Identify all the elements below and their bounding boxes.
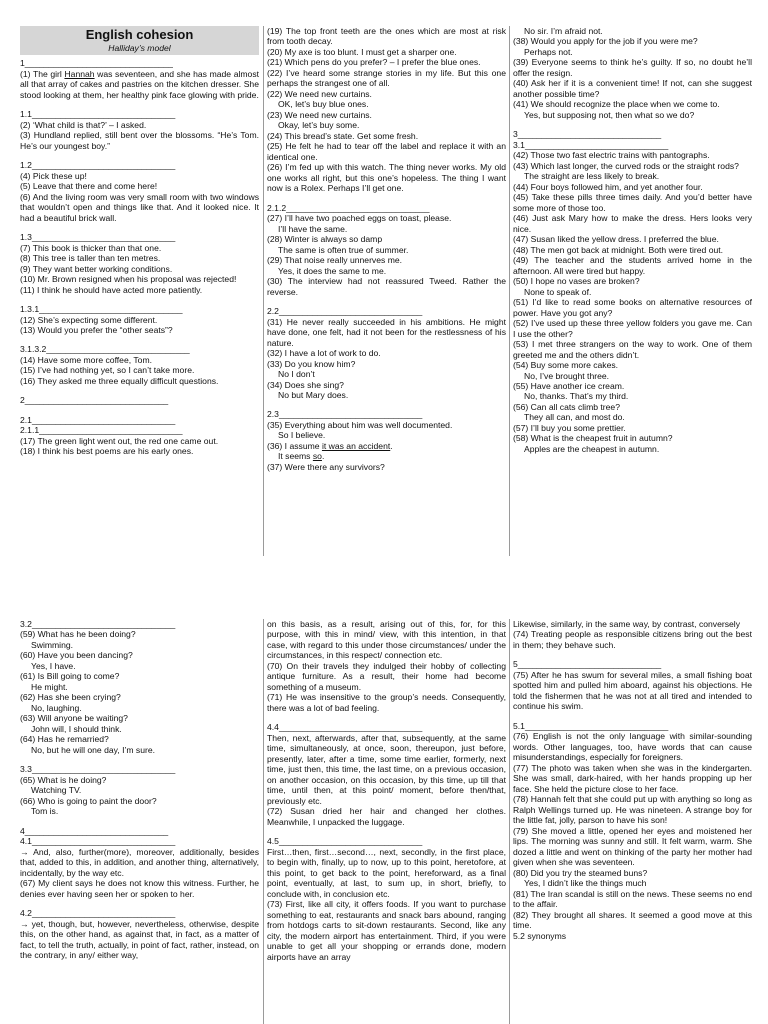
example-line: (71) He was insensitive to the group’s needs. Consequently, there was a lot of bad feeling.	[267, 692, 506, 713]
example-line: (54) Buy some more cakes.	[513, 360, 619, 371]
example-line: (25) He felt he had to tear off the label and replace it with an identical one.	[267, 141, 506, 162]
example-line: (22) I’ve heard some strange stories in my life. But this one perhaps the strangest one of all.	[267, 67, 506, 89]
page1-column-2	[267, 26, 506, 472]
section	[267, 722, 506, 827]
example-line: No but Mary does.	[278, 389, 349, 400]
column-divider	[509, 26, 510, 556]
section-heading: 3.3______________________________	[20, 764, 176, 775]
section	[20, 908, 259, 960]
example-line: (46) Just ask Mary how to make the dress. Hers looks very nice.	[513, 213, 752, 234]
example-line: (2) ‘What child is that?’ – I asked.	[20, 119, 147, 130]
example-line: No, but he will one day, I’m sure.	[31, 744, 156, 755]
section	[20, 764, 259, 816]
example-line: (33) Do you know him?	[267, 358, 356, 369]
example-line: Watching TV.	[31, 785, 82, 796]
example-line: Yes, I didn’t like the things much	[524, 878, 647, 889]
example-line: (28) Winter is always so damp	[267, 234, 383, 245]
title-box	[20, 26, 259, 55]
section-heading: 2.3______________________________	[267, 409, 423, 420]
example-line: (81) The Iran scandal is still on the news. These seems no end to the affair.	[513, 888, 752, 910]
example-line: (14) Have some more coffee, Tom.	[20, 354, 152, 365]
example-line: (64) Has he remarried?	[20, 734, 109, 745]
section	[267, 26, 506, 194]
example-line: (80) Did you try the steamed buns?	[513, 867, 648, 878]
section	[20, 58, 259, 100]
example-line: Apples are the cheapest in autumn.	[524, 443, 660, 454]
example-line: (76) English is not the only language with similar-sounding words. Other languages, too, have words that can cause misunderstandings, especially for foreigners.	[513, 731, 752, 763]
example-line: (48) The men got back at midnight. Both were tired out.	[513, 244, 724, 255]
column-divider	[263, 26, 264, 556]
example-line: The same is often true of summer.	[278, 244, 409, 255]
example-line: (1) The girl Hannah was seventeen, and she has made almost all that array of cakes and pastries on the kitchen dresser. She stood looking at them, her healthy pink face glowing with pride.	[20, 68, 260, 100]
example-line: (23) We need new curtains.	[267, 109, 372, 120]
example-line: Likewise, similarly, in the same way, by contrast, conversely	[513, 619, 741, 629]
example-line: None to speak of.	[524, 286, 592, 297]
section-heading: 4.1______________________________	[20, 836, 176, 847]
page-1	[20, 26, 752, 556]
page2-column-1	[20, 619, 259, 961]
example-line: (36) I assume it was an accident.	[267, 440, 393, 451]
page1-column-1	[20, 26, 259, 457]
section	[20, 344, 259, 386]
example-line: (74) Treating people as responsible citizens bring out the best in them; they behave such.	[513, 629, 752, 650]
example-line: (3) Hundland replied, still bent over the blossoms. “He’s Tom. He’s our youngest boy.”	[20, 130, 259, 151]
example-line: (31) He never really succeeded in his ambitions. He might have done, one felt, had it not been for the restlessness of his nature.	[267, 316, 506, 348]
example-line: (26) I’m fed up with this watch. The thing never works. My old one works all right, but this one’s hopeless. The thing I want now is a Rolex. Perhaps I’ll get one.	[267, 162, 506, 194]
example-line: Tom is.	[31, 806, 59, 817]
example-line: (6) And the living room was very small room with two windows that wouldn’t open and things like that. And it looked nice. It had a beautiful brick wall.	[20, 191, 259, 223]
example-line: (24) This bread’s state. Get some fresh.	[267, 130, 419, 141]
section-heading: 4.2______________________________	[20, 908, 176, 919]
page-2	[20, 619, 752, 1024]
section-heading: 5______________________________	[513, 659, 662, 670]
section	[20, 826, 259, 836]
example-line: (35) Everything about him was well documented.	[267, 419, 453, 430]
section	[20, 425, 259, 456]
example-line: (82) They brought all shares. It seemed a good move at this time.	[513, 909, 752, 931]
section	[20, 304, 259, 335]
example-line: (8) This tree is taller than ten metres.	[20, 253, 161, 264]
example-line: (42) Those two fast electric trains with pantographs.	[513, 150, 710, 161]
example-line: (60) Have you been dancing?	[20, 650, 133, 661]
example-line: No, I’ve brought three.	[524, 370, 610, 381]
section-heading: 3______________________________	[513, 129, 662, 140]
section	[513, 619, 752, 650]
example-line: Then, next, afterwards, after that, subsequently, at the same time, simultaneously, at once, soon, thereupon, just before, presently, later, after a time, some time earlier, formerly, next time, just then, this time, the last time, on a previous occasion, on another occasion, on this occasion, by this time, up till that time, until then, at this point/ moment, before then/that, previously etc.	[267, 732, 506, 806]
section-heading: 4______________________________	[20, 825, 169, 836]
example-line: (50) I hope no vases are broken?	[513, 276, 640, 287]
section-heading: 1_______________________________	[20, 58, 173, 69]
example-line: (57) I’ll buy you some prettier.	[513, 422, 626, 433]
document-subtitle: Halliday’s model	[108, 42, 171, 53]
example-line: (49) The teacher and the students arrived home in the afternoon. All were tired but happy.	[513, 255, 752, 276]
page1-column-1-body	[20, 58, 259, 457]
example-line: (65) What is he doing?	[20, 774, 107, 785]
page2-column-2	[267, 619, 506, 962]
section	[267, 836, 506, 962]
example-line: It seems so.	[278, 451, 325, 462]
example-line: (39) Everyone seems to think he’s guilty. If so, no doubt he’ll offer the resign.	[513, 57, 752, 78]
example-line: (41) We should recognize the place when we come to.	[513, 99, 720, 110]
example-line: (52) I’ve used up these three yellow folders you gave me. Can I use the other?	[513, 318, 752, 339]
section-heading: 1.2______________________________	[20, 160, 176, 171]
example-line: (63) Will anyone be waiting?	[20, 713, 128, 724]
example-line: (15) I’ve had nothing yet, so I can’t take more.	[20, 365, 195, 376]
example-line: (9) They want better working conditions.	[20, 263, 173, 274]
example-line: 5.2 synonyms	[513, 930, 567, 941]
section-heading: 2.1______________________________	[20, 414, 176, 425]
example-line: → And, also, further(more), moreover, additionally, besides that, added to this, in addition, and another thing, alternatively, incidentally, by the way etc.	[20, 846, 259, 878]
section	[20, 395, 259, 405]
example-line: (47) Susan liked the yellow dress. I preferred the blue.	[513, 234, 719, 245]
section-heading: 2.1.2______________________________	[267, 202, 430, 213]
example-line: (29) That noise really unnerves me.	[267, 255, 403, 266]
column-divider	[263, 619, 264, 1024]
example-line: (22) We need new curtains.	[267, 88, 372, 99]
example-line: (45) Take these pills three times daily. And you’d better have some more of those too.	[513, 192, 752, 213]
example-line: (27) I’ll have two poached eggs on toast, please.	[267, 213, 452, 224]
page2-column-3	[513, 619, 752, 941]
example-line: No sir. I’m afraid not.	[524, 26, 603, 36]
section	[20, 109, 259, 151]
section	[513, 140, 752, 455]
example-line: (20) My axe is too blunt. I must get a sharper one.	[267, 46, 457, 57]
example-line: (66) Who is going to paint the door?	[20, 795, 157, 806]
page1-column-3	[513, 26, 752, 454]
section-heading: 2.2______________________________	[267, 306, 423, 317]
example-line: (61) Is Bill going to come?	[20, 671, 120, 682]
example-line: (5) Leave that there and come here!	[20, 181, 158, 192]
example-line: So I believe.	[278, 430, 326, 441]
section	[267, 306, 506, 400]
section-heading: 1.3.1______________________________	[20, 304, 183, 315]
section	[20, 836, 259, 899]
example-line: (32) I have a lot of work to do.	[267, 348, 381, 359]
section-heading: 3.1.3.2______________________________	[20, 344, 190, 355]
example-line: (19) The top front teeth are the ones which are most at risk from tooth decay.	[267, 26, 506, 47]
section	[267, 203, 506, 297]
example-line: OK, let’s buy blue ones.	[278, 99, 369, 110]
example-line: First…then, first…second…, next, secondly, in the first place, to begin with, finally, up to now, up to this point, heretofore, at this point, to get back to the point, hereforward, as a final point, eventually, at last, to sum up, in short, briefly, to conclude with, in conclusion etc.	[267, 846, 506, 899]
example-line: (58) What is the cheapest fruit in autumn?	[513, 433, 673, 444]
example-line: (55) Have another ice cream.	[513, 380, 625, 391]
example-line: (21) Which pens do you prefer? – I prefer the blue ones.	[267, 57, 481, 68]
example-line: (7) This book is thicker than that one.	[20, 242, 162, 253]
section	[513, 129, 752, 139]
example-line: (75) After he has swum for several miles, a small fishing boat spotted him and pulled him aboard, against his objections. He told the fishermen that he was not at all tired and intended to continue his swim.	[513, 669, 752, 712]
example-line: (12) She’s expecting some different.	[20, 314, 158, 325]
example-line: Swimming.	[31, 639, 74, 650]
section	[20, 415, 259, 425]
section-heading: 3.2______________________________	[20, 619, 176, 629]
example-line: (59) What has he been doing?	[20, 629, 136, 640]
example-line: No I don’t	[278, 369, 315, 380]
example-line: John will, I should think.	[31, 723, 122, 734]
section-heading: 4.5______________________________	[267, 836, 423, 847]
example-line: (16) They asked me three equally difficult questions.	[20, 375, 219, 386]
example-line: Yes, it does the same to me.	[278, 265, 387, 276]
section	[267, 409, 506, 472]
section-heading: 1.3______________________________	[20, 232, 176, 243]
example-line: (78) Hannah felt that she could put up with anything so long as Ralph Wellings turned up. He was nineteen. A strange boy for the little fat, jolly, parson to have his son!	[513, 794, 752, 826]
example-line: Yes, but supposing not, then what so we do?	[524, 109, 695, 120]
example-line: (34) Does she sing?	[267, 379, 344, 390]
section	[20, 232, 259, 295]
example-line: (13) Would you prefer the “other seats”?	[20, 325, 173, 335]
section-heading: 2.1.1______________________________	[20, 425, 183, 436]
example-line: on this basis, as a result, arising out of this, for, for this purpose, with this in mind/ view, with this intention, in that case, with regard to this under those circumstances/ under the circumstances, in this respect/ connection etc.	[267, 619, 506, 661]
example-line: (38) Would you apply for the job if you were me?	[513, 36, 698, 47]
example-line: I’ll have the same.	[278, 223, 348, 234]
example-line: (37) Were there any survivors?	[267, 461, 385, 472]
example-line: (18) I think his best poems are his early ones.	[20, 446, 194, 457]
example-line: (77) The photo was taken when she was in the kindergarten. She was small, dark-haired, with her hands propping up her face. She held the picture close to her face.	[513, 762, 752, 794]
example-line: → yet, though, but, however, nevertheless, otherwise, despite this, on the other hand, as against that, in fact, as a matter of fact, to tell the truth, actually, in point of fact, rather, instead, on the contrary, in any/ either way,	[20, 918, 259, 961]
column-divider	[509, 619, 510, 1024]
section	[513, 721, 752, 941]
example-line: He might.	[31, 681, 68, 692]
example-line: (72) Susan dried her hair and changed her clothes. Meanwhile, I unpacked the luggage.	[267, 806, 506, 827]
section	[267, 619, 506, 713]
example-line: (56) Can all cats climb tree?	[513, 401, 620, 412]
example-line: (53) I met three strangers on the way to work. One of them greeted me and the others didn’t.	[513, 339, 752, 360]
section-heading: 1.1______________________________	[20, 109, 176, 120]
section	[513, 26, 752, 120]
section-heading: 4.4______________________________	[267, 722, 423, 733]
example-line: (30) The interview had not reassured Tweed. Rather the reverse.	[267, 276, 506, 297]
section	[20, 619, 259, 755]
example-line: (73) First, like all city, it offers foods. If you want to purchase something to eat, restaurants and snack bars abound, ranging from hotdogs carts to sit-down restaurants. Second, like any city, the modern airport has entertainment. Third, if you were unable to get all your shopping or errands done, modern airports have an array	[267, 899, 506, 962]
example-line: (11) I think he should have acted more patiently.	[20, 284, 203, 295]
example-line: (17) The green light went out, the red one came out.	[20, 435, 219, 446]
example-line: (70) On their travels they indulged their hobby of collecting antique furniture. As a result, their home had become something of a museum.	[267, 660, 506, 692]
example-line: Okay, let’s buy some.	[278, 120, 360, 131]
example-line: (4) Pick these up!	[20, 170, 87, 181]
example-line: They all can, and most do.	[524, 412, 625, 423]
example-line: (40) Ask her if it is a convenient time! If not, can she suggest another possible time?	[513, 78, 752, 99]
example-line: Yes, I have.	[31, 660, 76, 671]
section-heading: 3.1______________________________	[513, 139, 669, 150]
section-heading: 5.1______________________________	[513, 720, 669, 731]
example-line: (43) Which last longer, the curved rods or the straight rods?	[513, 160, 739, 171]
example-line: (79) She moved a little, opened her eyes and moistened her lips. The morning was sunny and still. It felt warm, warm. She dozed a little and went on thinking of the party her mother had given when she was seventeen.	[513, 825, 752, 868]
example-line: (62) Has she been crying?	[20, 692, 121, 703]
example-line: Perhaps not.	[524, 46, 573, 57]
document-title: English cohesion	[85, 27, 194, 42]
example-line: The straight are less likely to break.	[524, 171, 660, 182]
example-line: (44) Four boys followed him, and yet another four.	[513, 181, 703, 192]
example-line: (10) Mr. Brown resigned when his proposal was rejected!	[20, 274, 237, 285]
example-line: No, laughing.	[31, 702, 82, 713]
section	[513, 659, 752, 711]
example-line: (51) I’d like to read some books on alternative resources of power. Have you got any?	[513, 297, 752, 318]
section	[20, 160, 259, 223]
section-heading: 2______________________________	[20, 395, 169, 406]
example-line: No, thanks. That’s my third.	[524, 391, 629, 402]
example-line: (67) My client says he does not know this witness. Further, he denies ever having seen her or spoken to her.	[20, 878, 259, 899]
